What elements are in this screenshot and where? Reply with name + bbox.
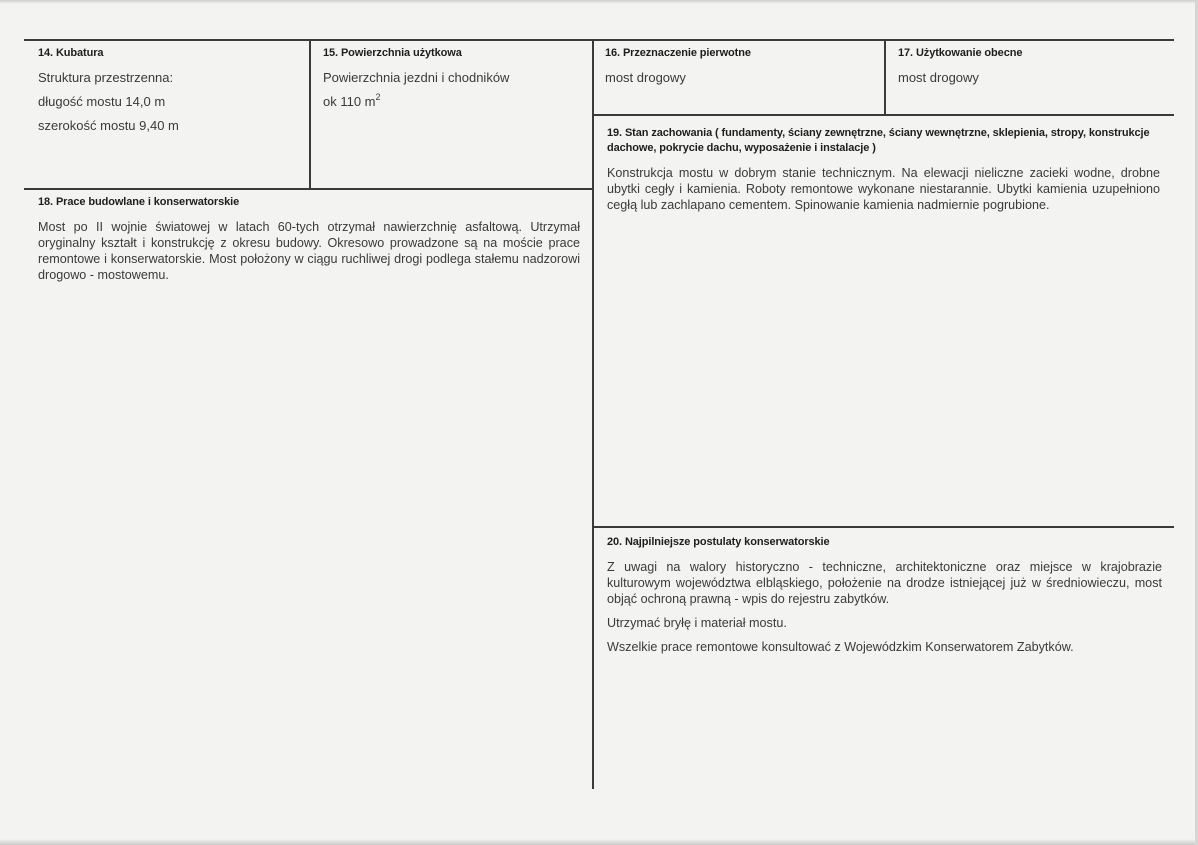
field-value: most drogowy xyxy=(605,70,686,85)
divider-16-17 xyxy=(884,39,886,116)
top-border xyxy=(24,39,1174,41)
divider-14-15 xyxy=(309,39,311,188)
field-text: Most po II wojnie światowej w latach 60-tych otrzymał nawierzchnię asfaltową. Utrzymał oryginalny kształt i konstrukcję z okresu budowy. Okresowo prowadzone są na moście prace remontowe i konserwatorskie. Most położony w ciągu ruchliwej drogi podlega stałemu nadzorowi drogowo - mostowemu. xyxy=(38,220,580,282)
field-prace xyxy=(38,195,580,283)
field-paragraph: Utrzymać bryłę i materiał mostu. xyxy=(607,616,787,630)
divider-14-18 xyxy=(24,188,594,190)
main-column-divider xyxy=(592,39,594,789)
field-uzytkowanie xyxy=(898,46,1168,90)
field-title: 14. Kubatura xyxy=(38,47,104,59)
field-line: Powierzchnia jezdni i chodników xyxy=(323,70,510,85)
sheet-top-edge xyxy=(0,0,1198,4)
field-text: Konstrukcja mostu w dobrym stanie technicznym. Na elewacji nieliczne zacieki wodne, drobne ubytki cegły i kamienia. Roboty remontowe wykonane niestarannie. Ubytki kamienia uzupełniono cegłą lub zachlapano cementem. Spinowanie kamienia nadmiernie pogrubione. xyxy=(607,166,1160,212)
field-title: 20. Najpilniejsze postulaty konserwatorskie xyxy=(607,536,830,548)
field-stan xyxy=(607,126,1160,213)
field-title: 19. Stan zachowania ( fundamenty, ściany zewnętrzne, ściany wewnętrzne, sklepienia, stropy, konstrukcje dachowe, pokrycie dachu, wyposażenie i instalacje ) xyxy=(607,127,1150,154)
field-title: 16. Przeznaczenie pierwotne xyxy=(605,47,751,59)
area-unit-exponent: 2 xyxy=(375,92,381,102)
area-value: ok 110 m xyxy=(323,94,376,109)
field-line: szerokość mostu 9,40 m xyxy=(38,118,179,133)
field-kubatura xyxy=(38,46,303,138)
field-value: most drogowy xyxy=(898,70,979,85)
field-paragraph: Wszelkie prace remontowe konsultować z Wojewódzkim Konserwatorem Zabytków. xyxy=(607,640,1074,654)
field-title: 18. Prace budowlane i konserwatorskie xyxy=(38,196,240,208)
field-line: Struktura przestrzenna: xyxy=(38,70,174,85)
field-line-area xyxy=(323,90,585,114)
divider-19-20 xyxy=(594,526,1174,528)
field-powierzchnia xyxy=(323,46,585,114)
sheet-bottom-edge xyxy=(0,839,1198,845)
field-line: długość mostu 14,0 m xyxy=(38,94,166,109)
field-postulaty xyxy=(607,535,1162,655)
field-title: 17. Użytkowanie obecne xyxy=(898,47,1023,59)
field-przeznaczenie xyxy=(605,46,877,90)
field-title: 15. Powierzchnia użytkowa xyxy=(323,47,462,59)
field-paragraph: Z uwagi na walory historyczno - techniczne, architektoniczne oraz miejsce w krajobrazie kulturowym województwa elbląskiego, położenie na drodze istniejącej już w średniowieczu, most objąć ochroną prawną - wpis do rejestru zabytków. xyxy=(607,560,1162,606)
